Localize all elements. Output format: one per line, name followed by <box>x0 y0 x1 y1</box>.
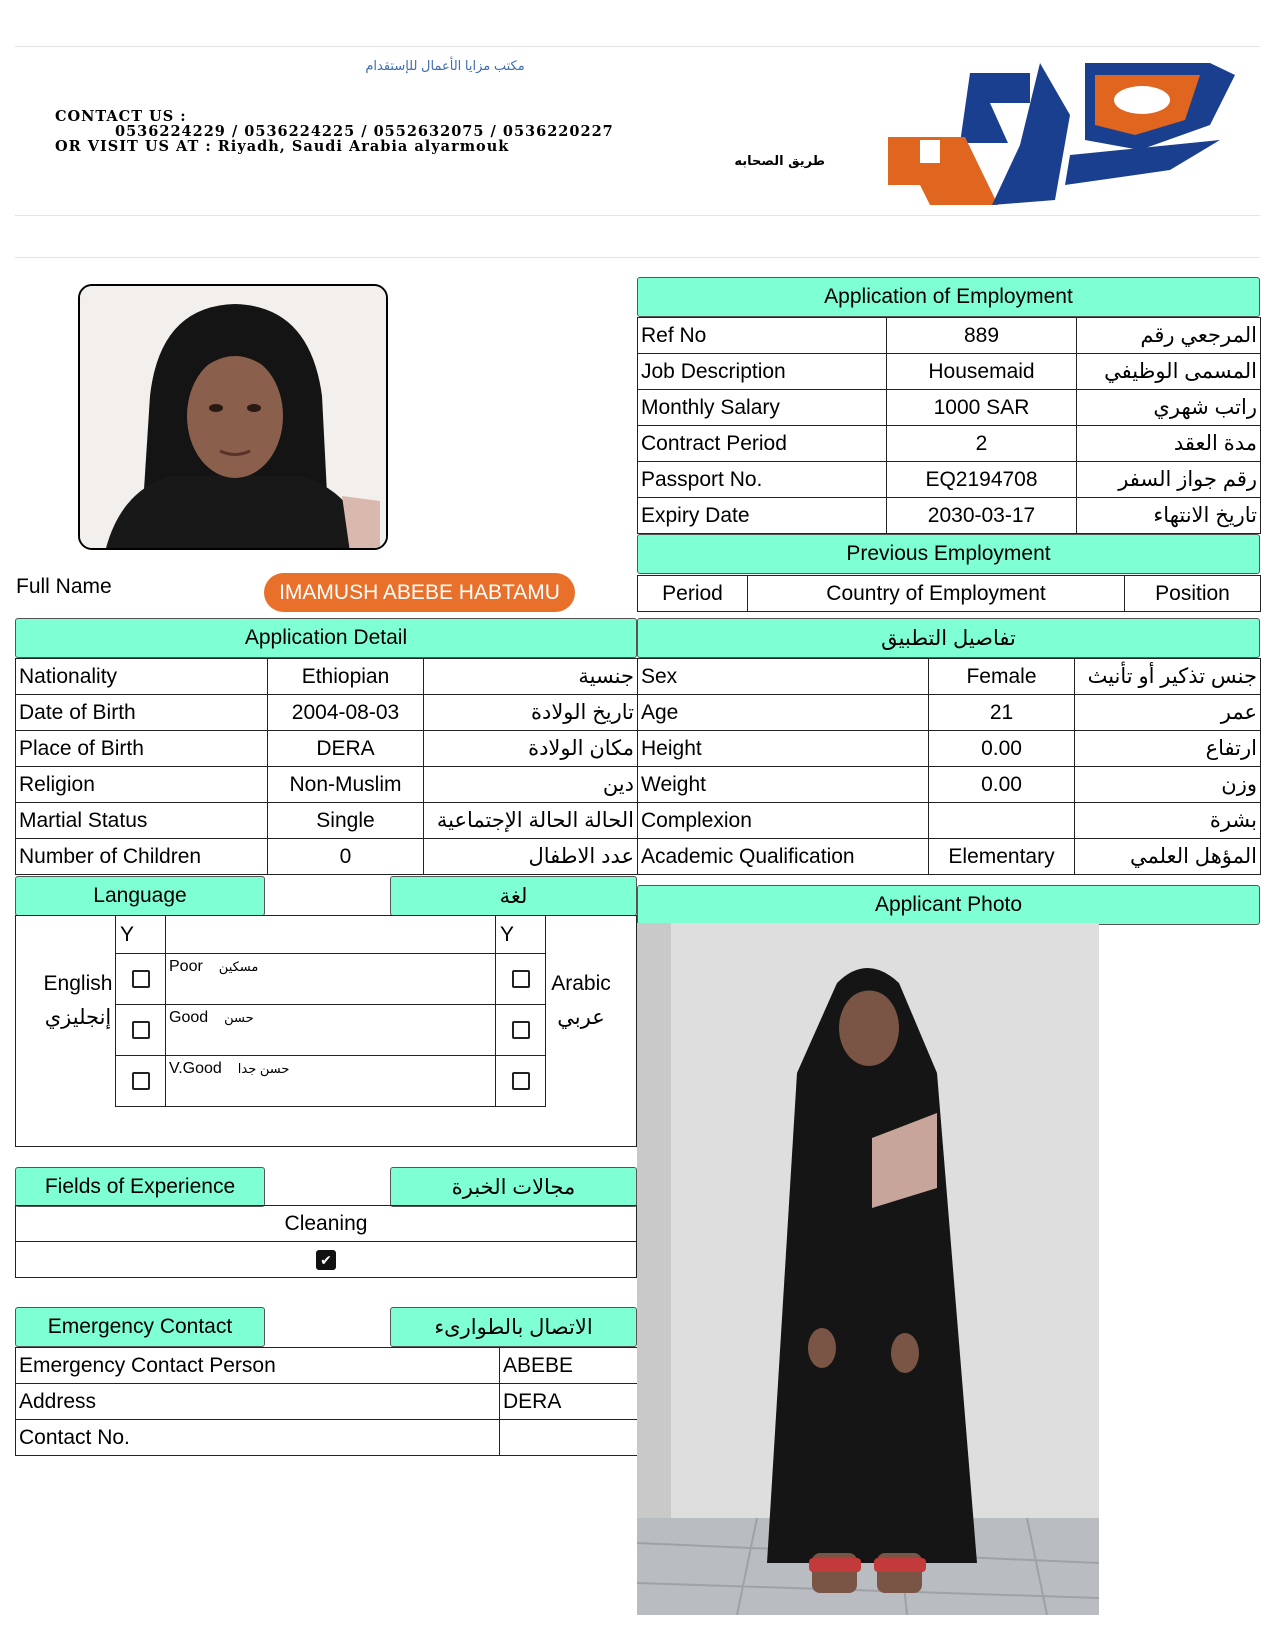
applicant-photo-header: Applicant Photo <box>637 885 1260 925</box>
detail-ar-label: Academic Qualification <box>638 839 929 875</box>
arabic-poor-checkbox[interactable] <box>512 970 530 988</box>
level-good-label-ar: حسن <box>224 1010 254 1025</box>
full-name-value: IMAMUSH ABEBE HABTAMU <box>264 573 575 612</box>
detail-ar-label: Age <box>638 695 929 731</box>
detail-label-ar: عدد الاطفال <box>424 839 638 875</box>
detail-value: Non-Muslim <box>268 767 424 803</box>
employment-label-ar: راتب شهري <box>1077 390 1261 426</box>
arabic-good-cell <box>496 1005 546 1056</box>
employment-label-ar: تاريخ الانتهاء <box>1077 498 1261 534</box>
application-detail-table <box>15 658 638 875</box>
detail-ar-value: 0.00 <box>929 767 1075 803</box>
detail-row <box>16 803 638 839</box>
employment-label-ar: رقم جواز السفر <box>1077 462 1261 498</box>
emergency-row-person <box>16 1348 638 1384</box>
emergency-address-label: Address <box>16 1384 500 1420</box>
detail-label: Martial Status <box>16 803 268 839</box>
detail-label-ar: دين <box>424 767 638 803</box>
emergency-row-address <box>16 1384 638 1420</box>
contact-street: طريق الصحابه <box>734 154 825 169</box>
detail-value: Single <box>268 803 424 839</box>
detail-ar-value <box>929 803 1075 839</box>
company-logo <box>880 55 1240 210</box>
detail-row <box>16 659 638 695</box>
language-row-good <box>116 1005 546 1056</box>
section-rule <box>15 257 1260 258</box>
employment-label-ar: المرجعي رقم <box>1077 318 1261 354</box>
experience-check-cell <box>15 1241 637 1278</box>
cleaning-checkbox[interactable]: ✔ <box>316 1250 336 1270</box>
employment-value: 1000 SAR <box>887 390 1077 426</box>
applicant-portrait-photo <box>78 284 388 550</box>
emergency-row-contact <box>16 1420 638 1456</box>
detail-ar-label: Weight <box>638 767 929 803</box>
detail-row <box>16 839 638 875</box>
detail-label-ar: تاريخ الولادة <box>424 695 638 731</box>
application-detail-ar-table <box>637 658 1261 875</box>
level-vgood-cell <box>166 1056 496 1107</box>
english-language-label <box>40 967 116 1035</box>
contact-phones: 0536224229 / 0536224225 / 0552632075 / 0536220227 <box>115 123 614 140</box>
employment-header: Application of Employment <box>637 277 1260 317</box>
col-country: Country of Employment <box>748 576 1125 612</box>
full-name-label: Full Name <box>16 575 112 598</box>
employment-row <box>638 462 1261 498</box>
detail-ar-value: Female <box>929 659 1075 695</box>
emergency-person-label: Emergency Contact Person <box>16 1348 500 1384</box>
english-poor-cell <box>116 954 166 1005</box>
english-y-header: Y <box>116 916 166 954</box>
language-row-vgood <box>116 1056 546 1107</box>
detail-ar-row <box>638 767 1261 803</box>
employment-value: 2 <box>887 426 1077 462</box>
detail-ar-label-ar: ارتفاع <box>1075 731 1261 767</box>
employment-row <box>638 390 1261 426</box>
employment-row <box>638 318 1261 354</box>
english-good-checkbox[interactable] <box>132 1021 150 1039</box>
experience-field-label: Cleaning <box>15 1205 637 1242</box>
level-vgood-label-ar: حسن جدا <box>237 1061 290 1076</box>
application-detail-header: Application Detail <box>15 618 637 658</box>
employment-label: Passport No. <box>638 462 887 498</box>
english-poor-checkbox[interactable] <box>132 970 150 988</box>
employment-value: 889 <box>887 318 1077 354</box>
employment-label: Ref No <box>638 318 887 354</box>
detail-ar-label-ar: وزن <box>1075 767 1261 803</box>
employment-label: Job Description <box>638 354 887 390</box>
arabic-language-label <box>545 967 617 1035</box>
contact-address: OR VISIT US AT : Riyadh, Saudi Arabia alyarmouk <box>55 138 510 155</box>
detail-ar-row <box>638 731 1261 767</box>
employment-row <box>638 426 1261 462</box>
detail-label: Number of Children <box>16 839 268 875</box>
english-label-en: English <box>43 972 113 995</box>
detail-label: Religion <box>16 767 268 803</box>
header-top-rule <box>15 46 1260 47</box>
detail-value: DERA <box>268 731 424 767</box>
level-good-cell <box>166 1005 496 1056</box>
detail-label-ar: جنسية <box>424 659 638 695</box>
previous-employment-header-row <box>638 576 1261 612</box>
office-name: مكتب مزايا الأعمال للإستقدام <box>365 58 525 73</box>
employment-row <box>638 354 1261 390</box>
level-good-label: Good <box>169 1009 209 1026</box>
detail-value: 2004-08-03 <box>268 695 424 731</box>
detail-label: Date of Birth <box>16 695 268 731</box>
emergency-contact-value <box>500 1420 638 1456</box>
detail-ar-value: Elementary <box>929 839 1075 875</box>
detail-value: Ethiopian <box>268 659 424 695</box>
arabic-vgood-cell <box>496 1056 546 1107</box>
detail-label: Place of Birth <box>16 731 268 767</box>
language-table <box>115 915 546 1107</box>
english-label-ar: إنجليزي <box>44 1006 112 1029</box>
detail-label-ar: الحالة الحالة الإجتماعية <box>424 803 638 839</box>
detail-label-ar: مكان الولادة <box>424 731 638 767</box>
detail-row <box>16 731 638 767</box>
detail-ar-value: 21 <box>929 695 1075 731</box>
detail-ar-label-ar: بشرة <box>1075 803 1261 839</box>
arabic-poor-cell <box>496 954 546 1005</box>
detail-ar-label-ar: عمر <box>1075 695 1261 731</box>
experience-ar-header: مجالات الخبرة <box>390 1167 637 1207</box>
arabic-y-header: Y <box>496 916 546 954</box>
detail-ar-row <box>638 839 1261 875</box>
language-ar-header: لغة <box>390 876 637 916</box>
employment-label: Monthly Salary <box>638 390 887 426</box>
emergency-header: Emergency Contact <box>15 1307 265 1347</box>
emergency-address-value: DERA <box>500 1384 638 1420</box>
contact-label: CONTACT US : <box>55 108 187 125</box>
detail-row <box>16 695 638 731</box>
english-vgood-checkbox[interactable] <box>132 1072 150 1090</box>
detail-value: 0 <box>268 839 424 875</box>
contact-block <box>55 109 825 169</box>
arabic-label-ar: عربي <box>557 1006 605 1029</box>
previous-employment-table <box>637 575 1261 612</box>
detail-ar-row <box>638 803 1261 839</box>
arabic-label-en: Arabic <box>551 972 611 995</box>
employment-value: Housemaid <box>887 354 1077 390</box>
emergency-table <box>15 1347 638 1456</box>
employment-label: Contract Period <box>638 426 887 462</box>
detail-ar-label: Sex <box>638 659 929 695</box>
employment-value: 2030-03-17 <box>887 498 1077 534</box>
employment-value: EQ2194708 <box>887 462 1077 498</box>
experience-header: Fields of Experience <box>15 1167 265 1207</box>
emergency-ar-header: الاتصال بالطوارىء <box>390 1307 637 1347</box>
level-poor-label: Poor <box>169 958 203 975</box>
arabic-vgood-checkbox[interactable] <box>512 1072 530 1090</box>
previous-employment-header: Previous Employment <box>637 534 1260 574</box>
detail-label: Nationality <box>16 659 268 695</box>
level-vgood-label: V.Good <box>169 1060 222 1077</box>
level-poor-cell <box>166 954 496 1005</box>
language-header: Language <box>15 876 265 916</box>
detail-ar-label-ar: المؤهل العلمي <box>1075 839 1261 875</box>
english-good-cell <box>116 1005 166 1056</box>
detail-ar-label-ar: جنس تذكير أو تأنيث <box>1075 659 1261 695</box>
employment-table <box>637 317 1261 534</box>
detail-ar-label: Height <box>638 731 929 767</box>
detail-ar-row <box>638 695 1261 731</box>
detail-ar-label: Complexion <box>638 803 929 839</box>
emergency-person-value: ABEBE <box>500 1348 638 1384</box>
detail-ar-row <box>638 659 1261 695</box>
application-detail-ar-header: تفاصيل التطبيق <box>637 618 1260 658</box>
col-position: Position <box>1125 576 1261 612</box>
detail-ar-value: 0.00 <box>929 731 1075 767</box>
english-vgood-cell <box>116 1056 166 1107</box>
detail-row <box>16 767 638 803</box>
language-header-row <box>116 916 546 954</box>
employment-label-ar: مدة العقد <box>1077 426 1261 462</box>
col-period: Period <box>638 576 748 612</box>
level-poor-label-ar: مسكين <box>218 959 259 974</box>
language-row-poor <box>116 954 546 1005</box>
applicant-full-body-photo <box>637 923 1099 1615</box>
emergency-contact-label: Contact No. <box>16 1420 500 1456</box>
employment-row <box>638 498 1261 534</box>
level-header <box>166 916 496 954</box>
employment-label: Expiry Date <box>638 498 887 534</box>
arabic-good-checkbox[interactable] <box>512 1021 530 1039</box>
header-bottom-rule <box>15 215 1260 216</box>
employment-label-ar: المسمى الوظيفي <box>1077 354 1261 390</box>
